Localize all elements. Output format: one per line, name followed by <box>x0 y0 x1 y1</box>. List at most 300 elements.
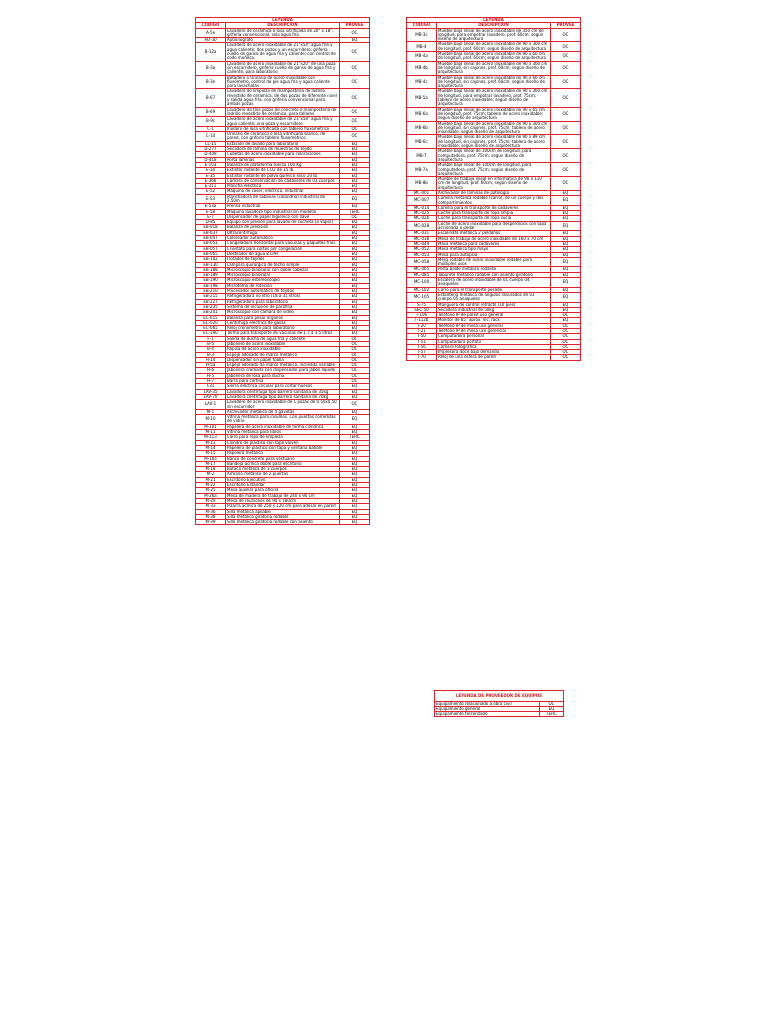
provider-description: Equipamiento relacionado a obra civil <box>435 701 540 706</box>
row-code: E-53 <box>196 194 226 204</box>
row-provider: OC <box>551 163 581 177</box>
row-description: Mesa de reuniones de 90 x 180cm <box>226 498 340 503</box>
header-provee: PROVEE <box>551 23 581 28</box>
row-code: EB-227 <box>196 299 226 304</box>
row-description: Balanza de plataforma fuerza 160 Kg <box>226 162 340 167</box>
row-code: M-15 <box>196 451 226 456</box>
provider-description: Equipamiento general <box>435 706 540 711</box>
row-code: EB-065 <box>196 251 226 256</box>
table-row <box>407 177 581 191</box>
row-provider: OC <box>340 214 370 219</box>
row-code: E-34 <box>196 168 226 173</box>
row-provider: EQ <box>340 246 370 251</box>
row-description: Porta laminas <box>226 157 340 162</box>
row-code: MC-028 <box>407 221 437 231</box>
row-provider: OC <box>551 329 581 334</box>
row-description: Espejo adosado de marco metálico, inclinada variable <box>226 363 340 368</box>
row-code: EC-015 <box>196 315 226 320</box>
row-provider: EQ <box>340 509 370 514</box>
row-provider: EQ <box>340 304 370 309</box>
row-description: Sierra eléctrica circular para cortar huesos <box>226 384 340 389</box>
row-description: Escalera de acero inoxidable de 01 cuerpo 04 anaqueles <box>437 278 551 288</box>
row-code: MC-031 <box>407 231 437 236</box>
row-code: T-50 <box>407 334 437 339</box>
row-provider: EQ <box>551 318 581 323</box>
row-provider: EQ <box>340 504 370 509</box>
row-description: Dispensador de papel higiénico con llave <box>226 214 340 219</box>
row-code: EB-057 <box>196 246 226 251</box>
legend-table-left <box>195 17 370 525</box>
row-code: MB-7a <box>407 163 437 177</box>
table-row <box>407 135 581 149</box>
row-code: EB-190 <box>196 278 226 283</box>
row-code: E-52 <box>196 189 226 194</box>
row-description: Termo para transporte de vacunas de 1.7 a 3.5 litros <box>226 331 340 336</box>
row-description: Lavadora centrífuga tipo barrera sanitaria de 35kg <box>226 389 340 394</box>
row-code: M-25 <box>196 488 226 493</box>
row-description: Computadora personal <box>437 334 551 339</box>
row-description: Carro para el transporte pesado <box>437 287 551 292</box>
table-row <box>196 117 370 127</box>
row-provider: OC <box>551 339 581 344</box>
row-code: MC-007 <box>407 196 437 206</box>
row-code: E-311 <box>196 184 226 189</box>
row-provider: OC <box>551 350 581 355</box>
row-code: M-101 <box>196 424 226 429</box>
row-code: EB-051 <box>196 241 226 246</box>
row-code: D-85 <box>196 220 226 225</box>
row-code: MC-049 <box>407 241 437 246</box>
row-description: Lavadero de tres pozas de concreto o mampostería de ladrillo revestido de cerámico, para tallares <box>226 107 340 117</box>
row-code: B-3a <box>196 61 226 75</box>
row-provider: OC <box>551 107 581 121</box>
row-code: MC-058 <box>407 257 437 267</box>
row-provider: OC <box>340 132 370 142</box>
row-description: Bandeja acrílica doble para escritorio <box>226 461 340 466</box>
row-provider: EQ <box>340 514 370 519</box>
row-provider: OC <box>551 334 581 339</box>
row-code: MC-001 <box>407 190 437 195</box>
row-code: M-11 <box>196 430 226 435</box>
row-provider: OC <box>340 363 370 368</box>
row-provider: OC <box>340 336 370 341</box>
row-provider: EQ <box>340 315 370 320</box>
row-description: Computadora portátil <box>437 339 551 344</box>
row-code: M-33 <box>196 504 226 509</box>
row-description: Máquina de coser, eléctrica, industrial <box>226 189 340 194</box>
row-provider: OC <box>551 323 581 328</box>
row-code: EB-047 <box>196 236 226 241</box>
provider-legend-title: LEYENDA DE PROVEEDOR DE EQUIPOS <box>435 691 564 702</box>
row-description: Barra para cortina <box>226 379 340 384</box>
row-code: MB-6b <box>407 121 437 135</box>
row-code: E-35 <box>196 173 226 178</box>
row-description: Archivador metálico de 4 gavetas <box>226 409 340 414</box>
row-code: EB-210 <box>196 289 226 294</box>
row-provider: EQ <box>340 230 370 235</box>
legend-table-right <box>406 17 581 361</box>
row-provider: EQ <box>551 252 581 257</box>
row-description: Cámara fotográfica <box>437 344 551 349</box>
row-provider: EQ <box>340 477 370 482</box>
row-code: MC-102 <box>407 287 437 292</box>
row-code: T-112b <box>407 318 437 323</box>
row-description: Plancha eléctrica <box>226 184 340 189</box>
table-row <box>407 278 581 288</box>
row-description: Destilador de agua 8 LPH <box>226 251 340 256</box>
table-row <box>196 194 370 204</box>
row-provider: EQ <box>340 520 370 525</box>
row-code: B-67 <box>196 89 226 107</box>
row-description: Pizarra acrílica de 250 x 120 cm para adosar en pared <box>226 504 340 509</box>
row-provider: OC <box>340 347 370 352</box>
row-description: Archivador de láminas de patología <box>437 190 551 195</box>
row-provider: OC <box>340 342 370 347</box>
row-code: LAV-1 <box>196 400 226 410</box>
row-provider: OC <box>551 344 581 349</box>
row-code: E-58 <box>196 209 226 214</box>
row-provider: OC <box>340 357 370 362</box>
row-description: Prensa industrial <box>226 204 340 209</box>
row-description: Centrífuga eléctrica de gasas <box>226 320 340 325</box>
row-provider: EQ <box>340 178 370 183</box>
row-provider: EQ <box>340 173 370 178</box>
row-code: E-53a <box>196 204 226 209</box>
row-provider: EQ <box>340 147 370 152</box>
row-description: Mueble bajo lineal de acero inoxidable de 90 x 89 cm de longitud, sin cajones, prof. 75cm; tablero de acero inoxidable; según diseño de arquitectura <box>437 135 551 149</box>
row-description: Microscopio binocular <box>226 273 340 278</box>
row-provider: OC <box>340 75 370 89</box>
row-description: Carro para ropa de limpieza <box>226 435 340 440</box>
row-code: T-57 <box>407 350 437 355</box>
row-provider: EQ <box>551 287 581 292</box>
table-row <box>196 520 370 525</box>
row-provider: OC <box>551 177 581 191</box>
row-description: Equipo con presión para lavado de cocheta (a vapor) <box>226 220 340 225</box>
row-code: MC-053 <box>407 252 437 257</box>
row-provider: EQ <box>340 257 370 262</box>
row-description: Mueble bajo lineal de acero inoxidable de 90 x 300 cm de longitud, prof. 60cm; según diseño de arquitectura <box>437 42 551 52</box>
row-code: MC-105 <box>407 292 437 302</box>
row-provider: EQ <box>340 141 370 146</box>
row-code: B-5 <box>196 342 226 347</box>
row-description: Balanza para pesar órganos <box>226 315 340 320</box>
row-code: M-17 <box>196 461 226 466</box>
row-description: Silla metálica apilable <box>226 509 340 514</box>
row-code: EB-037 <box>196 230 226 235</box>
provider-legend-body <box>435 701 564 717</box>
row-code: C-10 <box>196 132 226 142</box>
row-code: M-10 <box>196 415 226 425</box>
row-description: Cámara de conservación de cadáveres de 03 cuerpos <box>226 178 340 183</box>
table-row <box>196 400 370 410</box>
table-row <box>196 43 370 61</box>
row-code: LAV-70 <box>196 394 226 399</box>
row-description: Escritorio Ejecutivo <box>226 477 340 482</box>
table-row <box>407 163 581 177</box>
row-description: Flotador de tejidos <box>226 257 340 262</box>
row-provider: OC <box>551 89 581 107</box>
row-provider: EQ <box>340 461 370 466</box>
provider-legend-table <box>434 690 564 717</box>
row-code: S-75 <box>407 302 437 307</box>
row-description: Mueble de trabajo lineal en informática de 90 x 110 cm de longitud, prof. 60cm; según diseño de arquitectura <box>437 177 551 191</box>
table-row <box>407 292 581 302</box>
row-provider: OC <box>340 352 370 357</box>
row-description: Armario metálico de 2 puertas <box>226 472 340 477</box>
row-code: T-21 <box>407 329 437 334</box>
row-provider: OC <box>551 52 581 62</box>
row-description: Silla metálica giratoria rodable con asiento <box>226 520 340 525</box>
row-code: T-51 <box>407 339 437 344</box>
row-description: Butaca metálica de 3 cuerpos <box>226 467 340 472</box>
row-provider: EQ <box>340 241 370 246</box>
row-code: MC-026 <box>407 216 437 221</box>
row-provider: EQ <box>551 211 581 216</box>
row-description: Ultracentrífuga <box>226 230 340 235</box>
row-description: Extintor rodante de CO2 de 15 lb. <box>226 168 340 173</box>
row-provider: EQ <box>340 430 370 435</box>
row-code: MB-4c <box>407 75 437 89</box>
table-row <box>407 28 581 42</box>
row-provider: OC <box>340 28 370 38</box>
row-provider: EQ <box>340 384 370 389</box>
row-description: Mueble bajo lineal de acero inoxidable de 90 x 60 cm de longitud, prof. 60cm; según diseño de arquitectura <box>437 52 551 62</box>
row-description: Camilla metálica rodable (carro), de un cuerpo y dos compartimientos <box>437 196 551 206</box>
row-provider: EQ <box>340 267 370 272</box>
row-provider: EQ <box>551 221 581 231</box>
header-codigo: CODIGO <box>407 23 437 28</box>
legend-body <box>196 28 370 525</box>
row-provider: EQ <box>340 225 370 230</box>
row-provider: EQ <box>551 196 581 206</box>
row-code: MB-8b <box>407 177 437 191</box>
table-row <box>407 107 581 121</box>
row-description: Mueble bajo lineal de acero inoxidable de 90 x 300 cm de longitud, sin cajones, prof. 60cm; según diseño de arquitectura <box>437 61 551 75</box>
row-description: Mesa metálica para cadáveres <box>437 241 551 246</box>
row-description: Estación de lavado para laboratorio <box>226 141 340 146</box>
row-description: Jabonero de acero inoxidable <box>226 342 340 347</box>
row-provider: EQ <box>340 299 370 304</box>
row-code: E-103 <box>196 162 226 167</box>
row-code: H-5a <box>196 363 226 368</box>
row-provider: EQ <box>340 456 370 461</box>
row-provider: EQ <box>551 272 581 277</box>
row-provider: EQ <box>551 257 581 267</box>
row-provider: EQ <box>551 247 581 252</box>
row-description: Teléfono IP de mesa uso gerencial <box>437 329 551 334</box>
row-provider: EQ <box>551 236 581 241</box>
row-description: Vitrina metálica para libros <box>226 430 340 435</box>
row-code: T-20 <box>407 323 437 328</box>
row-description: Escritorio Estándar <box>226 483 340 488</box>
row-code: T-106 <box>407 313 437 318</box>
row-code: EB-018 <box>196 225 226 230</box>
table-row <box>196 415 370 425</box>
row-code: EB-215 <box>196 294 226 299</box>
row-provider: EQ <box>340 38 370 43</box>
row-provider: OC <box>340 373 370 378</box>
table-row <box>407 257 581 267</box>
row-code: D-418 <box>196 157 226 162</box>
row-provider: EQ <box>340 424 370 429</box>
row-code: MC-025 <box>407 211 437 216</box>
table-row <box>407 42 581 52</box>
row-provider: TERC <box>340 209 370 214</box>
row-provider: OC <box>340 400 370 410</box>
row-provider: EQ <box>340 493 370 498</box>
row-description: Vitrina metálica para insumos. Con puertas corredizas de vidrio <box>226 415 340 425</box>
row-code: LAV-35 <box>196 389 226 394</box>
table-row <box>196 89 370 107</box>
row-provider: EQ <box>340 273 370 278</box>
row-provider: EQ <box>340 467 370 472</box>
row-provider: EQ <box>340 472 370 477</box>
row-provider: OC <box>340 89 370 107</box>
row-description: Cubetas de acero inoxidable para coloraciones <box>226 152 340 157</box>
row-code: M-38 <box>196 514 226 519</box>
provider-code: TERC <box>540 712 564 717</box>
row-provider: EQ <box>340 331 370 336</box>
row-description: Lavadero de acero inoxidable de 21"x54" agua fría y agua caliente; dos pozos y un escurridero; grifería cuello de ganso de agua fría y caliente; con control de codo muñeca. <box>226 43 340 61</box>
row-code: D-409 <box>196 152 226 157</box>
row-description: Autoinografo <box>226 38 340 43</box>
row-code: EC-190 <box>196 331 226 336</box>
row-code: MB-6c <box>407 135 437 149</box>
row-description: Teléfono IP de mesa uso general <box>437 323 551 328</box>
row-description: Criostato para cortes por congelación <box>226 246 340 251</box>
row-provider: EQ <box>340 162 370 167</box>
row-description: Silla metálica giratoria rodable <box>226 514 340 519</box>
row-description: Escalinata metálica 2 peldaños <box>437 231 551 236</box>
row-provider: EQ <box>340 326 370 331</box>
row-code: M-36 <box>196 509 226 514</box>
row-code: M-14 <box>196 445 226 450</box>
row-provider: OC <box>340 107 370 117</box>
row-code: EB-130 <box>196 262 226 267</box>
table-row <box>407 196 581 206</box>
row-code: EC-020 <box>196 320 226 325</box>
row-provider: OC <box>551 149 581 163</box>
row-code: SEC-50 <box>407 307 437 312</box>
row-code: M-22 <box>196 483 226 488</box>
row-code: M-2 <box>196 472 226 477</box>
row-description: Banco de concreto para vestuario <box>226 456 340 461</box>
row-description: Microscopio estereoscopio <box>226 278 340 283</box>
row-provider: EQ <box>340 289 370 294</box>
row-description: Refrigeradora para laboratorio <box>226 299 340 304</box>
row-description: Mueble bajo lineal de acero inoxidable de 350 cm de longitud, para empotrar lavadero, prof. 60cm; según diseño de arquitectura <box>437 28 551 42</box>
row-code: M-39 <box>196 520 226 525</box>
row-code: H-5 <box>196 373 226 378</box>
row-description: Mesa rodable de acero inoxidable rodable para múltiples usos <box>437 257 551 267</box>
row-description: Coche para transporte de ropa limpia <box>437 211 551 216</box>
row-description: Botadero o Urinario de acero inoxidable con fluxómetro, control de pie agua fría y agua caliente para lavachatas <box>226 75 340 89</box>
row-description: Máquina lavadora tipo industrial sin modella <box>226 209 340 214</box>
provider-code: OC <box>540 701 564 706</box>
row-description: Jabonera de losa para ducha <box>226 373 340 378</box>
table-row <box>407 121 581 135</box>
row-code: EB-198 <box>196 283 226 288</box>
row-provider: EQ <box>340 389 370 394</box>
table-row <box>407 75 581 89</box>
row-description: Coloreador automático <box>226 236 340 241</box>
row-code: M-113 <box>196 435 226 440</box>
table-row <box>407 149 581 163</box>
row-code: B-3 <box>196 352 226 357</box>
row-description: Manguera de control retráctil (10 pies) <box>437 302 551 307</box>
row-description: Sistema de inclusión de parafina <box>226 304 340 309</box>
row-description: Porta balde metálico rodante <box>437 267 551 272</box>
row-provider: OC <box>340 43 370 61</box>
row-provider: OC <box>551 42 581 52</box>
row-description: Coche de acero inoxidable para desperdicios con tapa accionada a pedal <box>437 221 551 231</box>
row-description: Reloj de una esfera de pared <box>437 355 551 360</box>
row-code: B-9c <box>196 117 226 127</box>
row-provider: EQ <box>340 184 370 189</box>
row-provider: OC <box>551 355 581 360</box>
row-description: Mueble bajo lineal de acero inoxidable de 90 x 60 cm de longitud, sin cajones, prof. 60cm; según diseño de arquitectura <box>437 75 551 89</box>
row-code: EB-235 <box>196 304 226 309</box>
row-code: M-16a <box>196 456 226 461</box>
row-provider: EQ <box>551 216 581 221</box>
row-description: Cilindro de plástico con tapa vaivén <box>226 440 340 445</box>
row-provider: EQ <box>340 157 370 162</box>
row-description: Teléfono IP de pared uso general <box>437 313 551 318</box>
row-code: MC-100 <box>407 278 437 288</box>
row-provider: EQ <box>340 320 370 325</box>
row-provider: OC <box>340 61 370 75</box>
table-row <box>407 52 581 62</box>
row-code: M-18 <box>196 467 226 472</box>
row-provider: EQ <box>551 267 581 272</box>
row-code: CL-15 <box>196 141 226 146</box>
row-description: Camilla para el transporte de cadáveres <box>437 205 551 210</box>
row-description: Mesa de trabajo de acero inoxidable de 160 x 70 cm <box>437 236 551 241</box>
row-code: T-70 <box>407 355 437 360</box>
row-code: MC-085 <box>407 272 437 277</box>
table-row <box>407 61 581 75</box>
row-code: AO-30 <box>196 38 226 43</box>
row-provider: EQ <box>340 278 370 283</box>
row-provider: OC <box>340 379 370 384</box>
row-code: MB-5a <box>407 89 437 107</box>
row-description: Lavadora centrífuga tipo barrera sanitaria de 70kg <box>226 394 340 399</box>
table-row <box>407 89 581 107</box>
table-row <box>435 712 564 717</box>
row-code: A-5e <box>196 28 226 38</box>
row-description: Lámpara quirúrgica de techo simple <box>226 262 340 267</box>
table-row <box>196 107 370 117</box>
row-description: Estantería metálica de ángulos ranurados de 01 cuerpo 05 anaqueles <box>437 292 551 302</box>
row-provider: EQ <box>340 488 370 493</box>
row-provider: TERC <box>340 435 370 440</box>
row-provider: EQ <box>551 292 581 302</box>
row-provider: EQ <box>340 440 370 445</box>
row-provider: EQ <box>340 168 370 173</box>
row-description: Mesa para autopsia <box>437 252 551 257</box>
row-description: Procesador automático de tejidos <box>226 289 340 294</box>
row-code: H-6 <box>196 368 226 373</box>
row-description: Mesa auxiliar para oficina <box>226 488 340 493</box>
row-description: Repisa de acero inoxidable <box>226 347 340 352</box>
row-description: Mueble bajo lineal de acero inoxidable de 90 x 300 cm de longitud, para empotrar lavadero, prof. 75cm; tablero de acero inoxidable; según diseño de arquitectura <box>437 89 551 107</box>
row-description: Jabonera cremada con dispensador para jabón líquido <box>226 368 340 373</box>
row-provider: EQ <box>340 498 370 503</box>
row-code: MC-038 <box>407 236 437 241</box>
row-provider: EQ <box>551 205 581 210</box>
row-code: H-14 <box>196 357 226 362</box>
